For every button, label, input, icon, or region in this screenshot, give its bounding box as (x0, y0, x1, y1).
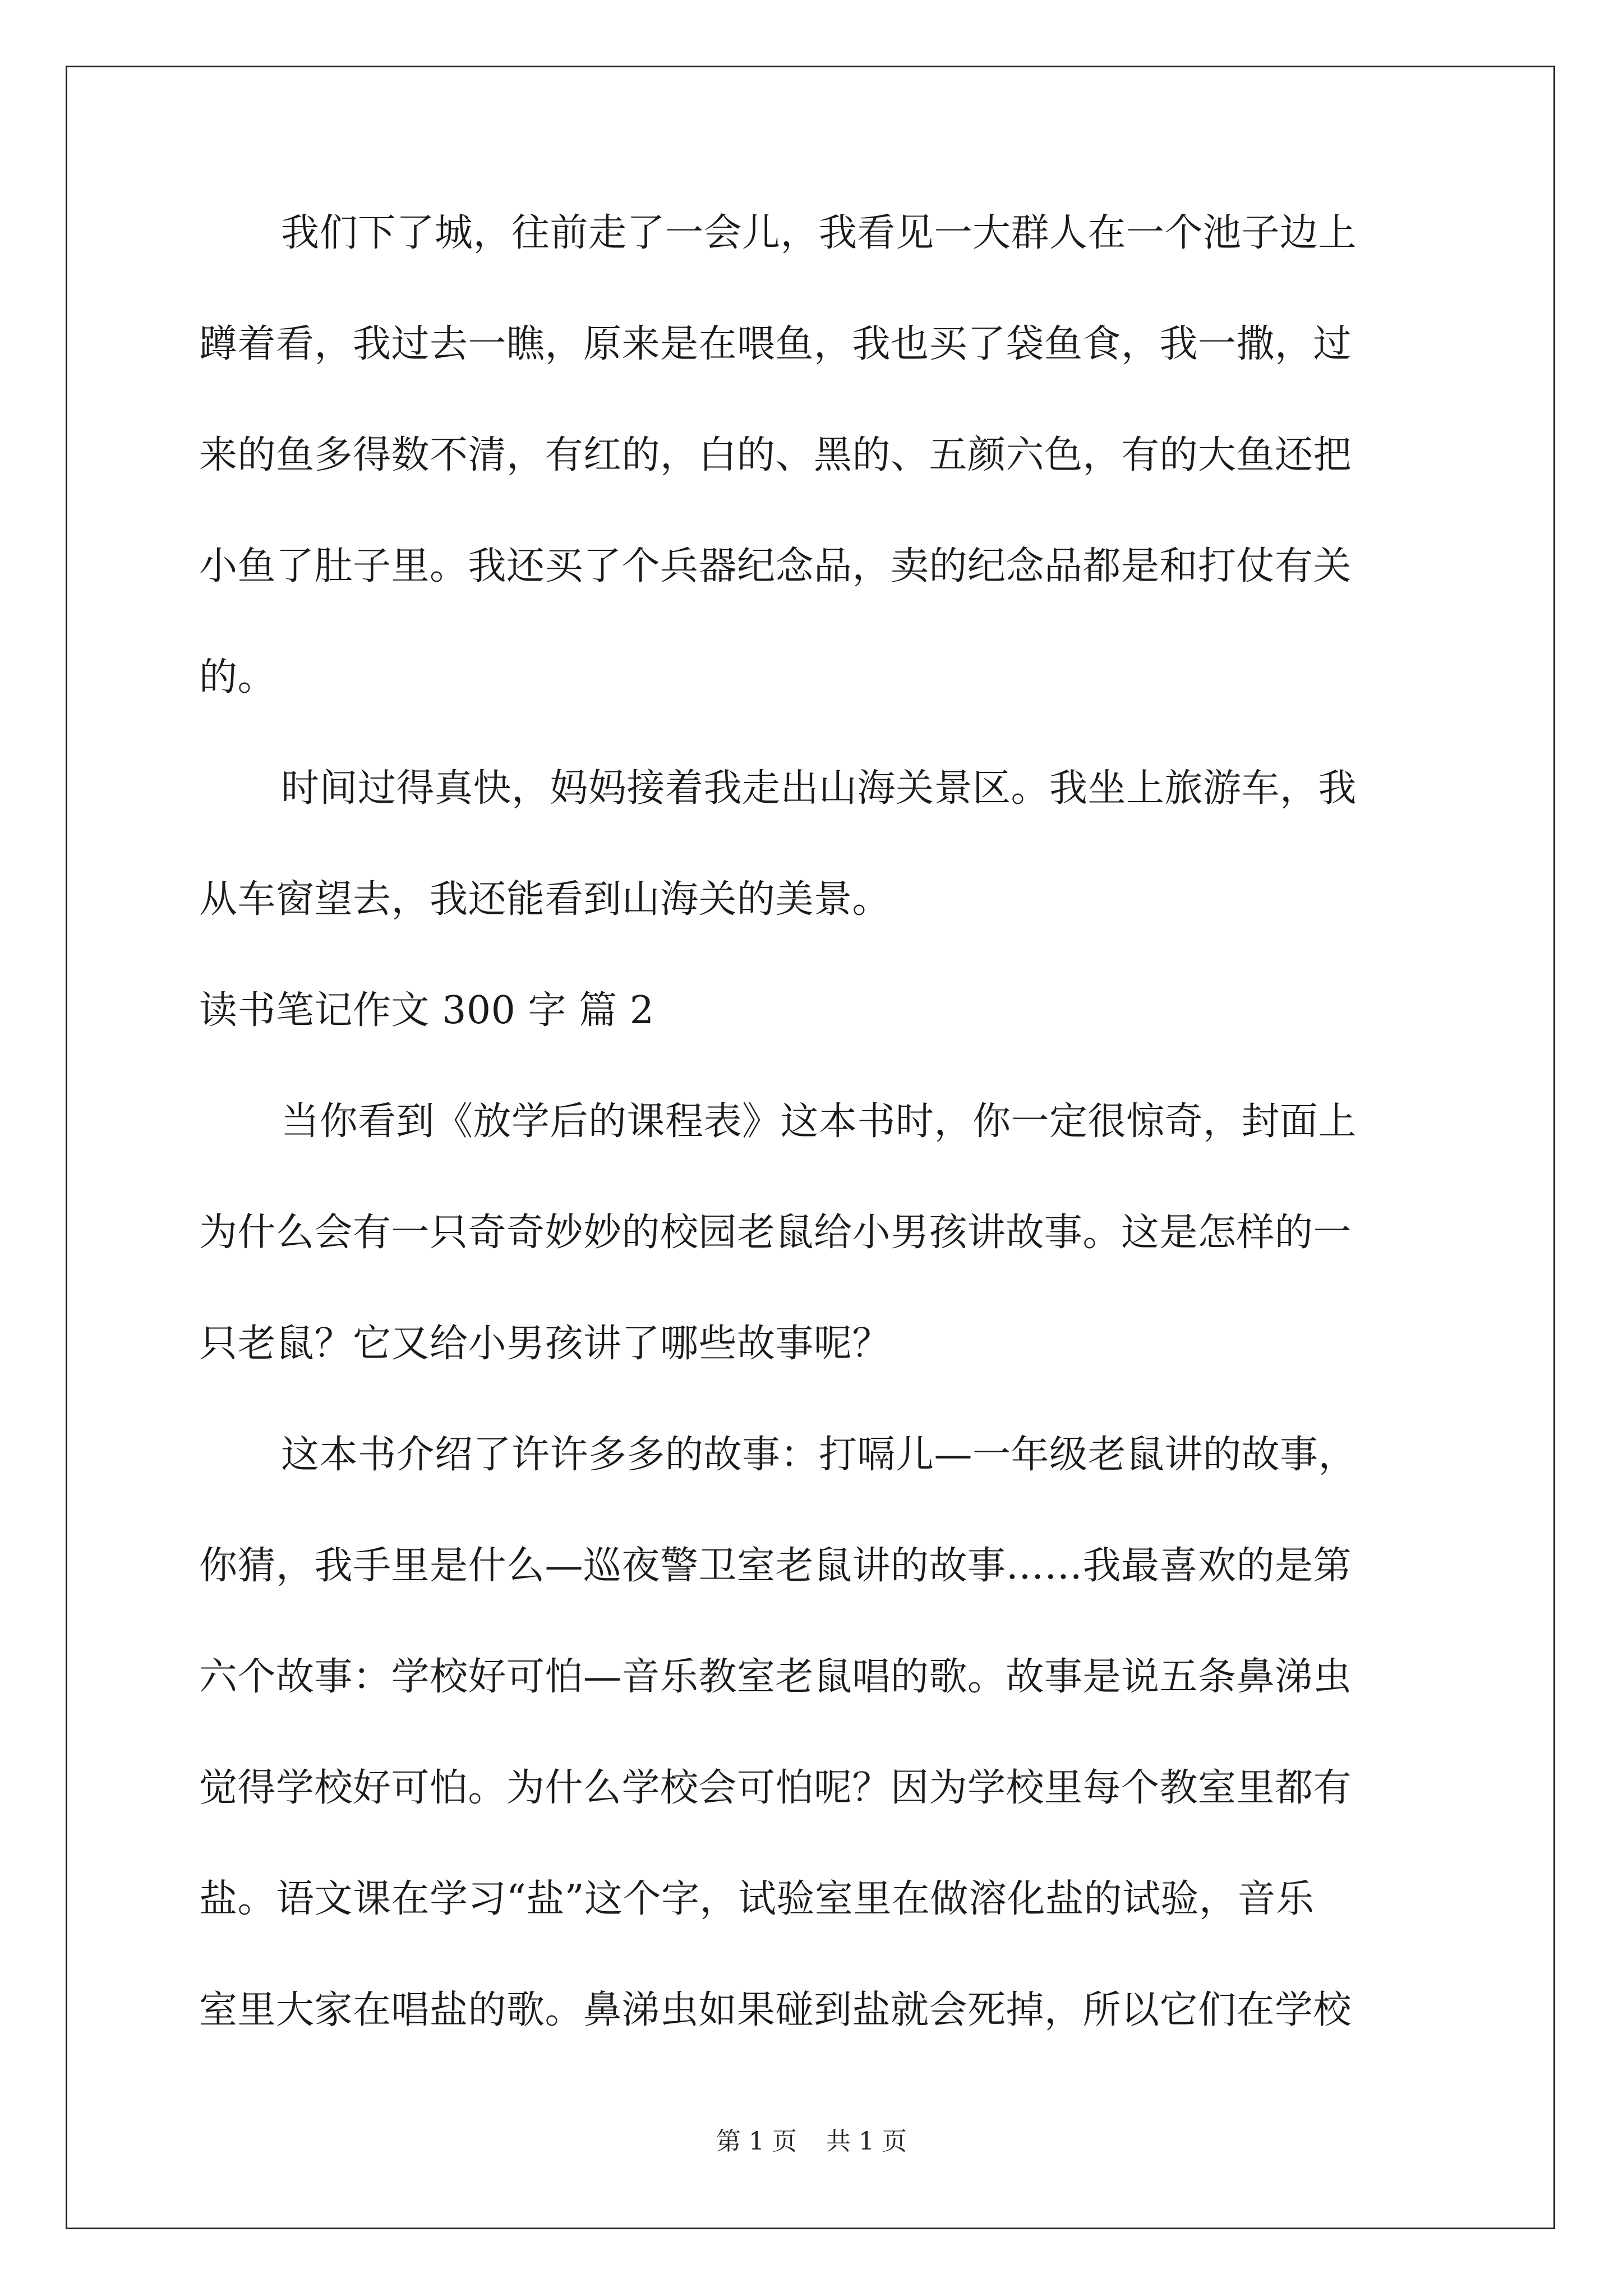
paragraph-line: 时间过得真快，妈妈接着我走出山海关景区。我坐上旅游车，我 (281, 766, 1357, 811)
paragraph-line: 我们下了城，往前走了一会儿，我看见一大群人在一个池子边上 (281, 211, 1357, 255)
paragraph-line: 当你看到《放学后的课程表》这本书时，你一定很惊奇，封面上 (281, 1099, 1357, 1144)
paragraph-line: 你猜，我手里是什么—巡夜警卫室老鼠讲的故事……我最喜欢的是第 (199, 1544, 1352, 1588)
paragraph-line: 的。 (199, 655, 276, 700)
page-number-total: 共 1 页 (826, 2127, 907, 2156)
page-footer (0, 2125, 1623, 2159)
paragraph-line: 觉得学校好可怕。为什么学校会可怕呢？因为学校里每个教室里都有 (199, 1766, 1352, 1810)
paragraph-line: 蹲着看，我过去一瞧，原来是在喂鱼，我也买了袋鱼食，我一撒，过 (199, 322, 1352, 366)
section-heading: 读书笔记作文 300 字 篇 2 (199, 988, 654, 1033)
paragraph-line: 来的鱼多得数不清，有红的，白的、黑的、五颜六色，有的大鱼还把 (199, 433, 1352, 477)
paragraph-line: 这本书介绍了许许多多的故事：打嗝儿—一年级老鼠讲的故事， (281, 1433, 1357, 1477)
page-number-current: 第 1 页 (716, 2127, 797, 2156)
paragraph-line: 只老鼠？它又给小男孩讲了哪些故事呢？ (199, 1322, 891, 1366)
paragraph-line: 从车窗望去，我还能看到山海关的美景。 (199, 877, 891, 922)
document-body (199, 208, 1433, 2096)
paragraph-line: 室里大家在唱盐的歌。鼻涕虫如果碰到盐就会死掉，所以它们在学校 (199, 1988, 1352, 2032)
paragraph-line: 为什么会有一只奇奇妙妙的校园老鼠给小男孩讲故事。这是怎样的一 (199, 1211, 1352, 1255)
paragraph-line: 小鱼了肚子里。我还买了个兵器纪念品，卖的纪念品都是和打仗有关 (199, 544, 1352, 588)
paragraph-line: 六个故事：学校好可怕—音乐教室老鼠唱的歌。故事是说五条鼻涕虫 (199, 1655, 1352, 1699)
paragraph-line: 盐。语文课在学习“盐”这个字，试验室里在做溶化盐的试验，音乐 (199, 1877, 1315, 1921)
